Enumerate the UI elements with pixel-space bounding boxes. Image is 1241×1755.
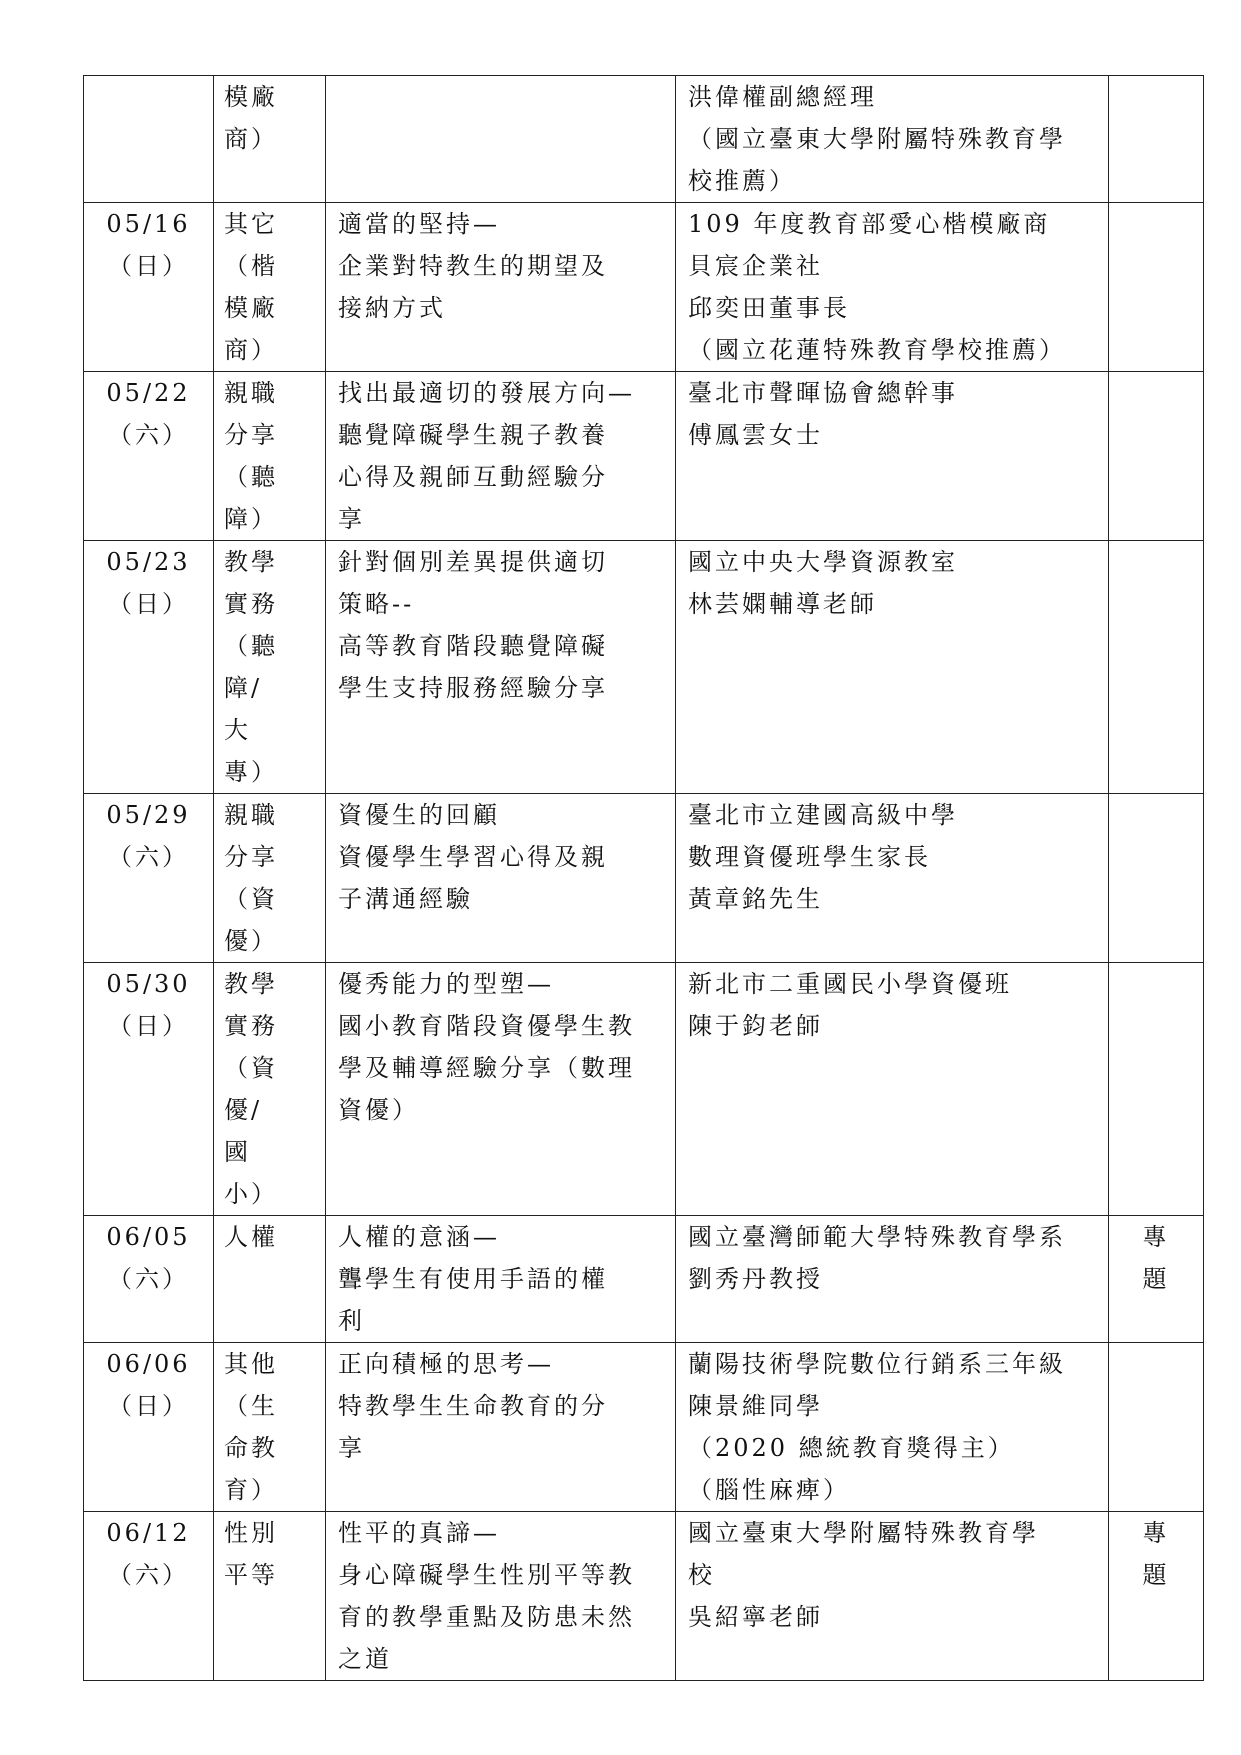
- topic-line: 性平的真諦—: [338, 1519, 500, 1547]
- date-line: 06/12: [106, 1519, 191, 1547]
- topic-line: 聾學生有使用手語的權: [338, 1265, 608, 1293]
- category-line: 親職: [224, 801, 278, 829]
- category-line: （生: [224, 1392, 278, 1420]
- category-cell: [214, 541, 326, 794]
- category-line: （楷: [224, 252, 278, 280]
- date-cell: [84, 541, 214, 794]
- note-line: 專: [1142, 1519, 1170, 1547]
- speaker-line: 國立臺東大學附屬特殊教育學: [688, 1519, 1039, 1547]
- topic-line: 策略--: [338, 590, 415, 618]
- date-cell: [84, 1216, 214, 1343]
- date-line: （六）: [108, 1265, 189, 1293]
- speaker-line: 劉秀丹教授: [688, 1265, 823, 1293]
- category-line: 命教: [224, 1434, 278, 1462]
- category-cell: [214, 963, 326, 1216]
- category-line: 商）: [224, 336, 278, 364]
- topic-cell: [326, 203, 676, 372]
- speaker-line: 109 年度教育部愛心楷模廠商: [688, 210, 1051, 238]
- speaker-line: 陳景維同學: [688, 1392, 823, 1420]
- category-line: 平等: [224, 1561, 278, 1589]
- speaker-line: 吳紹寧老師: [688, 1603, 823, 1631]
- category-line: 教學: [224, 970, 278, 998]
- note-cell: [1109, 1512, 1204, 1681]
- speaker-line: 臺北市立建國高級中學: [688, 801, 958, 829]
- category-line: 教學: [224, 548, 278, 576]
- speaker-line: 黃章銘先生: [688, 885, 823, 913]
- speaker-line: （國立花蓮特殊教育學校推薦）: [688, 336, 1066, 364]
- speaker-line: 林芸嫻輔導老師: [688, 590, 877, 618]
- schedule-table: [83, 75, 1204, 1681]
- speaker-line: 蘭陽技術學院數位行銷系三年級: [688, 1350, 1066, 1378]
- category-line: （聽: [224, 632, 278, 660]
- topic-cell: [326, 794, 676, 963]
- topic-line: 心得及親師互動經驗分: [338, 463, 608, 491]
- category-cell: [214, 372, 326, 541]
- category-line: （資: [224, 1054, 278, 1082]
- topic-line: 資優）: [338, 1096, 419, 1124]
- category-cell: [214, 76, 326, 203]
- speaker-cell: [676, 1512, 1109, 1681]
- topic-line: 子溝通經驗: [338, 885, 473, 913]
- date-line: 06/06: [106, 1350, 191, 1378]
- speaker-line: 新北市二重國民小學資優班: [688, 970, 1012, 998]
- category-line: 模廠: [224, 294, 278, 322]
- date-line: 05/29: [106, 801, 191, 829]
- category-line: 親職: [224, 379, 278, 407]
- speaker-cell: [676, 203, 1109, 372]
- note-cell: [1109, 541, 1204, 794]
- topic-line: 學及輔導經驗分享（數理: [338, 1054, 635, 1082]
- topic-cell: [326, 541, 676, 794]
- topic-line: 人權的意涵—: [338, 1223, 500, 1251]
- topic-line: 優秀能力的型塑—: [338, 970, 554, 998]
- date-line: 06/05: [106, 1223, 191, 1251]
- category-line: 性別: [224, 1519, 278, 1547]
- speaker-cell: [676, 372, 1109, 541]
- speaker-line: （國立臺東大學附屬特殊教育學: [688, 125, 1066, 153]
- topic-line: 利: [338, 1307, 365, 1335]
- speaker-line: 校: [688, 1561, 715, 1589]
- date-cell: [84, 794, 214, 963]
- date-line: （日）: [108, 1392, 189, 1420]
- topic-line: 聽覺障礙學生親子教養: [338, 421, 608, 449]
- category-line: 育）: [224, 1476, 278, 1504]
- topic-line: 接納方式: [338, 294, 446, 322]
- note-cell: [1109, 203, 1204, 372]
- date-line: 05/22: [106, 379, 191, 407]
- category-line: 其它: [224, 210, 278, 238]
- category-line: 專）: [224, 758, 278, 786]
- topic-cell: [326, 372, 676, 541]
- topic-line: 資優生的回顧: [338, 801, 500, 829]
- topic-line: 身心障礙學生性別平等教: [338, 1561, 635, 1589]
- schedule-table-body: [84, 76, 1204, 1681]
- speaker-line: 邱奕田董事長: [688, 294, 850, 322]
- speaker-line: 陳于鈞老師: [688, 1012, 823, 1040]
- date-line: （六）: [108, 843, 189, 871]
- topic-line: 享: [338, 505, 365, 533]
- category-line: 障/: [224, 674, 263, 702]
- speaker-line: 校推薦）: [688, 167, 796, 195]
- date-cell: [84, 372, 214, 541]
- table-row: [84, 1216, 1204, 1343]
- note-cell: [1109, 1343, 1204, 1512]
- topic-line: 國小教育階段資優學生教: [338, 1012, 635, 1040]
- category-line: 大: [224, 716, 251, 744]
- topic-cell: [326, 963, 676, 1216]
- speaker-line: 貝宸企業社: [688, 252, 823, 280]
- topic-line: 針對個別差異提供適切: [338, 548, 608, 576]
- note-line: 題: [1142, 1561, 1170, 1589]
- topic-line: 育的教學重點及防患未然: [338, 1603, 635, 1631]
- category-line: 模廠: [224, 83, 278, 111]
- note-cell: [1109, 963, 1204, 1216]
- topic-line: 正向積極的思考—: [338, 1350, 554, 1378]
- topic-line: 特教學生生命教育的分: [338, 1392, 608, 1420]
- date-line: 05/30: [106, 970, 191, 998]
- topic-line: 之道: [338, 1645, 392, 1673]
- category-line: 分享: [224, 421, 278, 449]
- category-line: 障）: [224, 505, 278, 533]
- category-line: （資: [224, 885, 278, 913]
- category-line: 實務: [224, 590, 278, 618]
- speaker-line: 洪偉權副總經理: [688, 83, 877, 111]
- topic-cell: [326, 1216, 676, 1343]
- topic-line: 找出最適切的發展方向—: [338, 379, 635, 407]
- date-line: （六）: [108, 1561, 189, 1589]
- table-row: [84, 794, 1204, 963]
- category-line: 小）: [224, 1180, 278, 1208]
- note-cell: [1109, 794, 1204, 963]
- speaker-line: （腦性麻痺）: [688, 1476, 850, 1504]
- category-line: 人權: [224, 1223, 278, 1251]
- date-cell: [84, 203, 214, 372]
- category-line: 優）: [224, 927, 278, 955]
- category-line: 優/: [224, 1096, 263, 1124]
- date-line: 05/23: [106, 548, 191, 576]
- topic-line: 企業對特教生的期望及: [338, 252, 608, 280]
- speaker-line: 傅鳳雲女士: [688, 421, 823, 449]
- date-cell: [84, 963, 214, 1216]
- date-line: （六）: [108, 421, 189, 449]
- category-line: 商）: [224, 125, 278, 153]
- category-line: （聽: [224, 463, 278, 491]
- speaker-cell: [676, 541, 1109, 794]
- table-row: [84, 1512, 1204, 1681]
- table-row: [84, 203, 1204, 372]
- date-cell: [84, 76, 214, 203]
- category-cell: [214, 1512, 326, 1681]
- category-line: 實務: [224, 1012, 278, 1040]
- date-cell: [84, 1343, 214, 1512]
- note-line: 題: [1142, 1265, 1170, 1293]
- topic-cell: [326, 1512, 676, 1681]
- speaker-cell: [676, 1343, 1109, 1512]
- note-line: 專: [1142, 1223, 1170, 1251]
- note-cell: [1109, 372, 1204, 541]
- category-cell: [214, 203, 326, 372]
- note-cell: [1109, 1216, 1204, 1343]
- table-row: [84, 76, 1204, 203]
- table-row: [84, 1343, 1204, 1512]
- table-row: [84, 963, 1204, 1216]
- topic-line: 適當的堅持—: [338, 210, 500, 238]
- speaker-line: 數理資優班學生家長: [688, 843, 931, 871]
- category-line: 分享: [224, 843, 278, 871]
- category-line: 其他: [224, 1350, 278, 1378]
- speaker-cell: [676, 1216, 1109, 1343]
- note-cell: [1109, 76, 1204, 203]
- date-line: （日）: [108, 252, 189, 280]
- date-line: 05/16: [106, 210, 191, 238]
- speaker-line: 國立臺灣師範大學特殊教育學系: [688, 1223, 1066, 1251]
- topic-line: 享: [338, 1434, 365, 1462]
- speaker-line: （2020 總統教育獎得主）: [688, 1434, 1015, 1462]
- topic-cell: [326, 1343, 676, 1512]
- topic-line: 學生支持服務經驗分享: [338, 674, 608, 702]
- category-line: 國: [224, 1138, 251, 1166]
- speaker-cell: [676, 963, 1109, 1216]
- category-cell: [214, 1343, 326, 1512]
- speaker-cell: [676, 76, 1109, 203]
- date-line: （日）: [108, 590, 189, 618]
- date-line: （日）: [108, 1012, 189, 1040]
- speaker-line: 國立中央大學資源教室: [688, 548, 958, 576]
- topic-line: 高等教育階段聽覺障礙: [338, 632, 608, 660]
- speaker-line: 臺北市聲暉協會總幹事: [688, 379, 958, 407]
- topic-line: 資優學生學習心得及親: [338, 843, 608, 871]
- table-row: [84, 372, 1204, 541]
- table-row: [84, 541, 1204, 794]
- date-cell: [84, 1512, 214, 1681]
- speaker-cell: [676, 794, 1109, 963]
- category-cell: [214, 794, 326, 963]
- category-cell: [214, 1216, 326, 1343]
- topic-cell: [326, 76, 676, 203]
